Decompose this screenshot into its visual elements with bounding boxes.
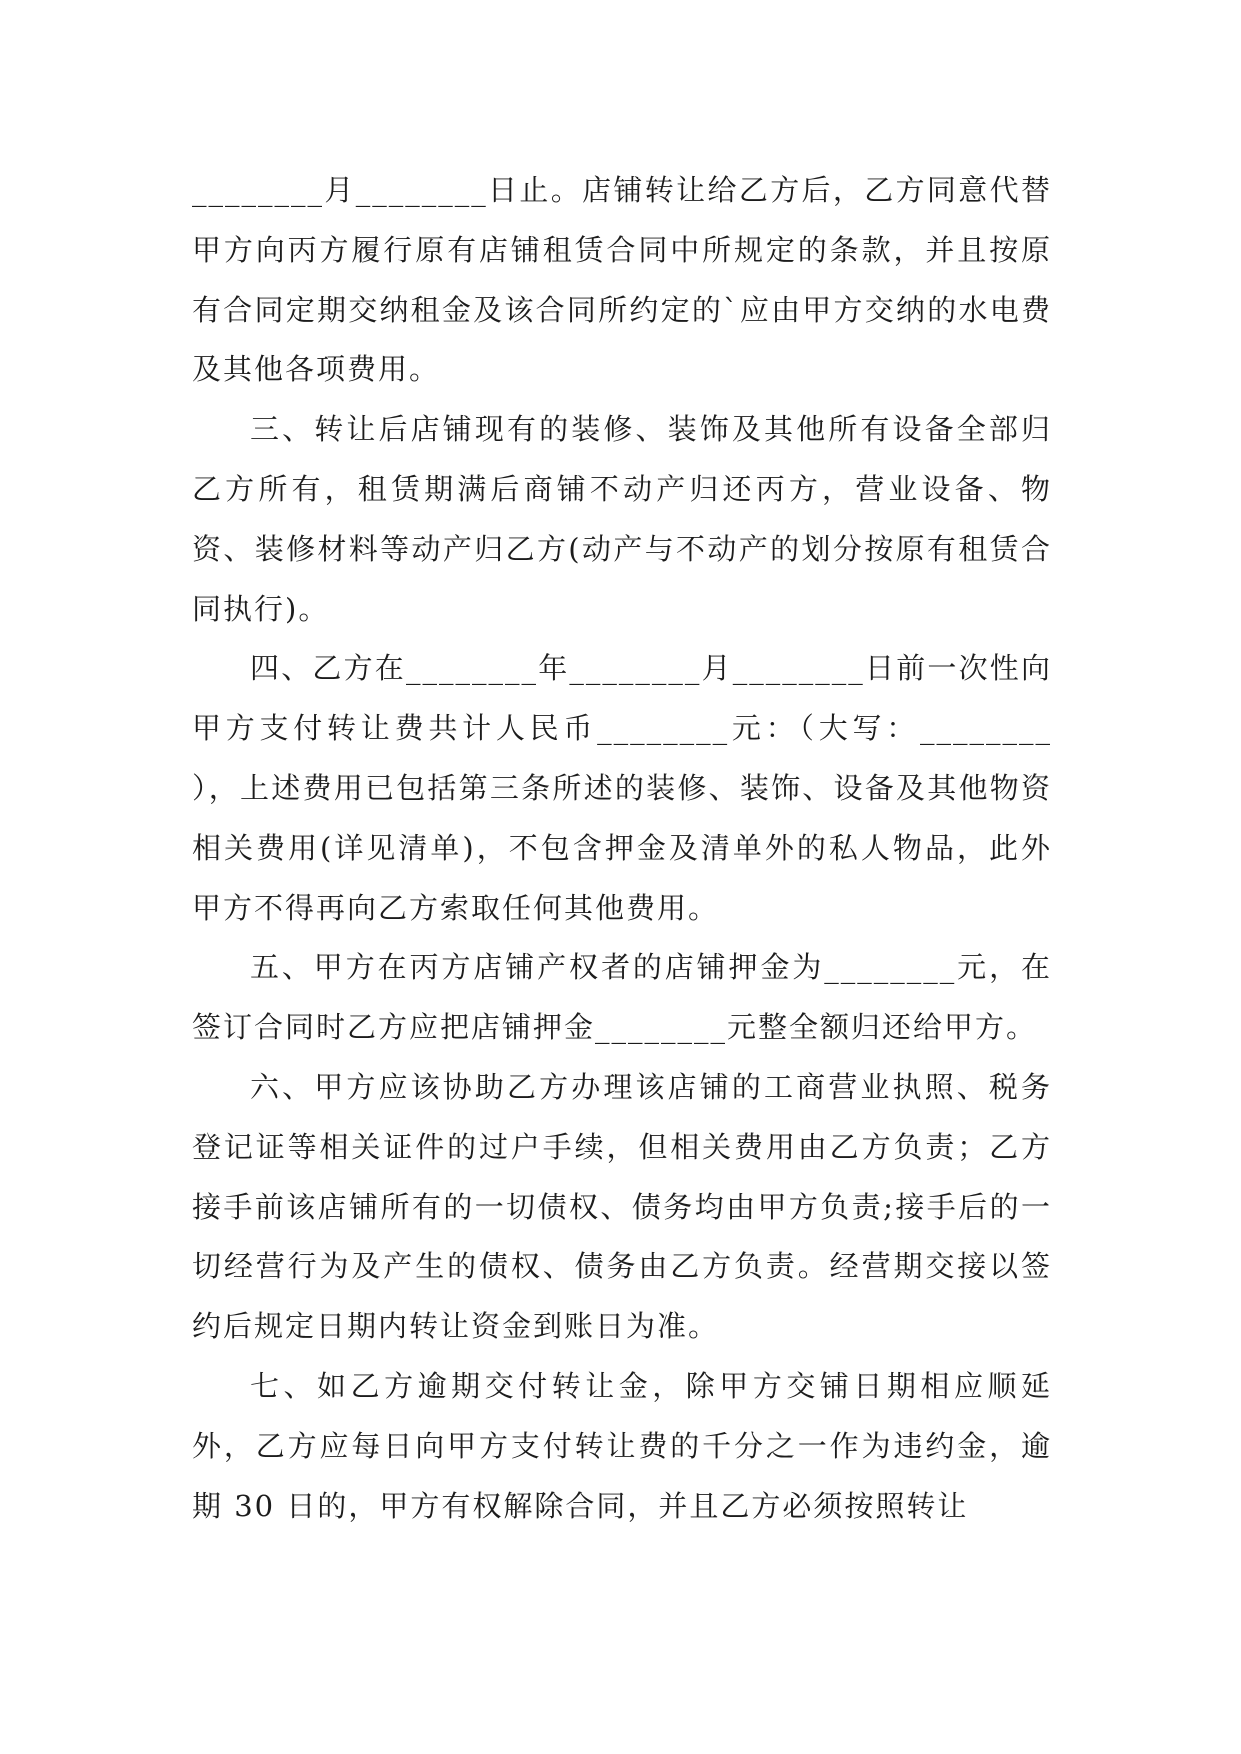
paragraph-continuation: ________月________日止。店铺转让给乙方后，乙方同意代替甲方向丙方履行原有店铺租赁合同中所规定的条款，并且按原有合同定期交纳租金及该合同所约定的`应由甲方交纳的水电费及其他各项费用。 [192, 173, 1052, 387]
document-page [192, 161, 1052, 1536]
clause-5: 五、甲方在丙方店铺产权者的店铺押金为________元，在签订合同时乙方应把店铺押金________元整全额归还给甲方。 [192, 950, 1052, 1045]
clause-3: 三、转让后店铺现有的装修、装饰及其他所有设备全部归乙方所有，租赁期满后商铺不动产归还丙方，营业设备、物资、装修材料等动产归乙方(动产与不动产的划分按原有租赁合同执行)。 [192, 412, 1052, 626]
clause-6: 六、甲方应该协助乙方办理该店铺的工商营业执照、税务登记证等相关证件的过户手续，但相关费用由乙方负责；乙方接手前该店铺所有的一切债权、债务均由甲方负责;接手后的一切经营行为及产生的债权、债务由乙方负责。经营期交接以签约后规定日期内转让资金到账日为准。 [192, 1069, 1052, 1344]
clause-4: 四、乙方在________年________月________日前一次性向甲方支付转让费共计人民币________元：（大写：________ ），上述费用已包括第三条所述的装修、装饰、设备及其他物资相关费用(详见清单)，不包含押金及清单外的私人物品，此外甲方不得再向乙方索取任何其他费用。 [192, 651, 1052, 925]
clause-7: 七、如乙方逾期交付转让金，除甲方交铺日期相应顺延外，乙方应每日向甲方支付转让费的千分之一作为违约金，逾期 30 日的，甲方有权解除合同，并且乙方必须按照转让 [192, 1368, 1052, 1523]
